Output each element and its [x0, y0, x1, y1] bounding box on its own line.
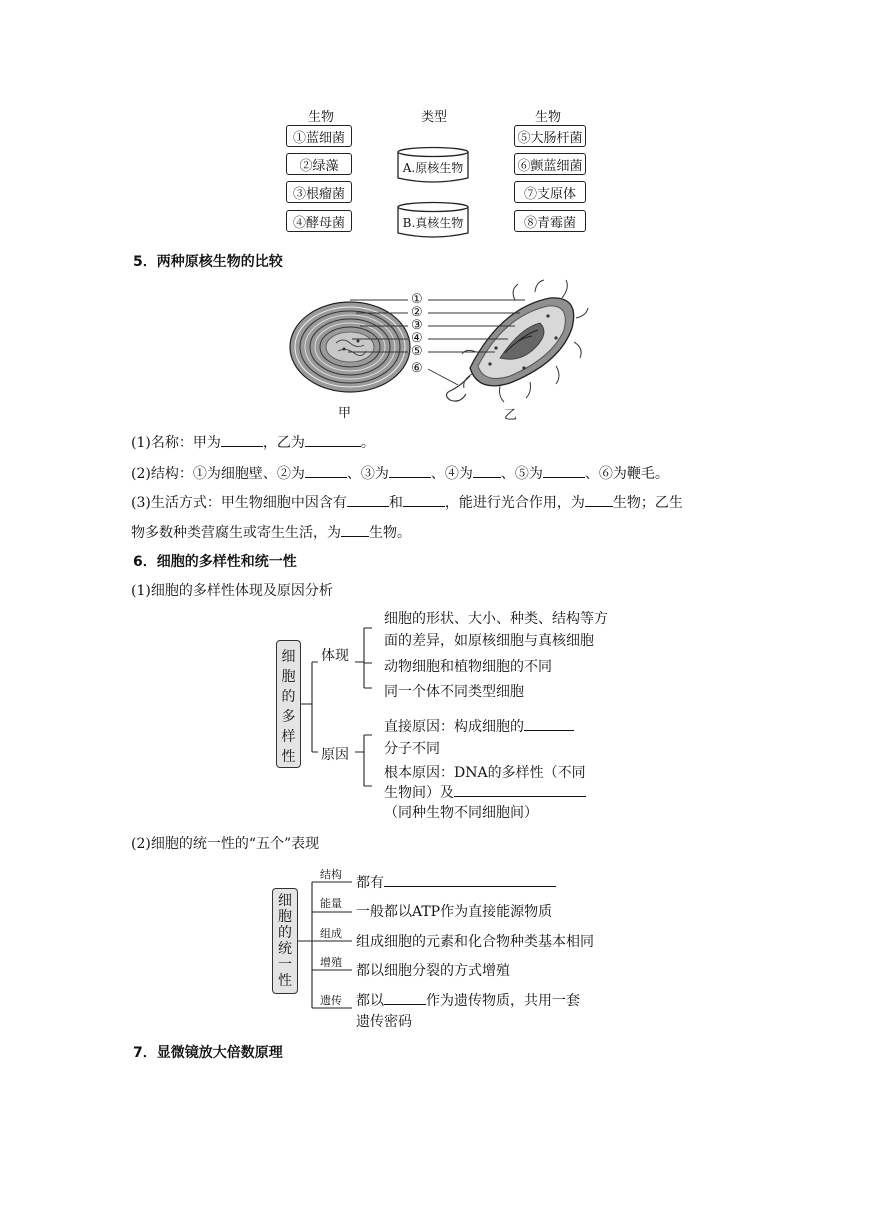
branch-tixian: 体现: [321, 648, 349, 664]
marker-6: ⑥: [411, 361, 423, 376]
type-prokaryote: A.原核生物: [402, 161, 464, 175]
header-left: 生物: [308, 110, 335, 125]
unity-item-composition: 组成细胞的元素和化合物种类基本相同: [356, 934, 594, 950]
tixian-item-3: 同一个体不同类型细胞: [384, 684, 524, 700]
marker-1: ①: [411, 292, 423, 307]
direct-reason-cont: 分子不同: [384, 741, 440, 757]
question-2: (2)结构：①为细胞壁、②为 、③为 、④为 、⑤为 、⑥为鞭毛。: [131, 463, 669, 483]
subsection-1: (1)细胞的多样性体现及原因分析: [131, 583, 333, 599]
organism-box-5: ⑤大肠杆菌: [514, 125, 586, 147]
organism-box-8: ⑧青霉菌: [514, 210, 586, 232]
unity-item-heredity-cont: 遗传密码: [356, 1014, 412, 1030]
question-3-line2: 物多数种类营腐生或寄生生活，为 生物。: [131, 522, 411, 542]
organism-box-4: ④酵母菌: [286, 210, 352, 232]
root-reason: 根本原因：DNA的多样性（不同: [384, 765, 586, 781]
direct-reason: 直接原因：构成细胞的: [384, 716, 574, 736]
root-reason-cont: 生物间）及: [384, 782, 586, 802]
unity-item-energy: 一般都以ATP作为直接能源物质: [356, 904, 553, 920]
organism-box-7: ⑦支原体: [514, 181, 586, 203]
marker-3: ③: [411, 318, 423, 333]
unity-item-heredity: 都以 作为遗传物质，共用一套: [356, 990, 580, 1010]
section-6-heading: 6．细胞的多样性和统一性: [133, 554, 297, 570]
header-type: 类型: [421, 110, 448, 125]
header-right: 生物: [535, 110, 562, 125]
question-1: (1)名称：甲为 ，乙为 。: [131, 432, 375, 452]
label-yi: 乙: [504, 408, 518, 423]
organism-box-1: ①蓝细菌: [286, 125, 352, 147]
type-eukaryote: B.真核生物: [402, 216, 464, 230]
section-5-heading: 5．两种原核生物的比较: [133, 254, 283, 270]
marker-4: ④: [411, 331, 423, 346]
tixian-item-2: 动物细胞和植物细胞的不同: [384, 659, 552, 675]
question-3-line1: (3)生活方式：甲生物细胞中因含有 和 ，能进行光合作用，为 生物；乙生: [131, 492, 683, 512]
organism-box-2: ②绿藻: [286, 153, 352, 175]
root-reason-note: （同种生物不同细胞间）: [384, 805, 538, 821]
marker-2: ②: [411, 305, 423, 320]
unity-label-energy: 能量: [320, 897, 342, 910]
unity-item-structure: 都有: [356, 872, 556, 892]
unity-label-proliferation: 增殖: [320, 956, 342, 969]
diversity-root-box: 细 胞 的 多 样 性: [276, 640, 301, 768]
branch-yuanyin: 原因: [321, 747, 349, 763]
unity-item-proliferation: 都以细胞分裂的方式增殖: [356, 963, 510, 979]
subsection-2: (2)细胞的统一性的“五个”表现: [131, 836, 320, 852]
marker-5: ⑤: [411, 344, 423, 359]
unity-label-composition: 组成: [320, 927, 342, 940]
unity-label-structure: 结构: [320, 868, 342, 881]
unity-root-box: 细 胞 的 统 一 性: [272, 888, 298, 994]
unity-label-heredity: 遗传: [320, 994, 342, 1007]
organism-box-6: ⑥颤蓝细菌: [514, 153, 586, 175]
tixian-item-1a: 细胞的形状、大小、种类、结构等方: [384, 611, 608, 627]
label-jia: 甲: [338, 406, 352, 421]
tixian-item-1b: 面的差异，如原核细胞与真核细胞: [384, 633, 594, 649]
organism-box-3: ③根瘤菌: [286, 181, 352, 203]
section-7-heading: 7．显微镜放大倍数原理: [133, 1045, 283, 1061]
